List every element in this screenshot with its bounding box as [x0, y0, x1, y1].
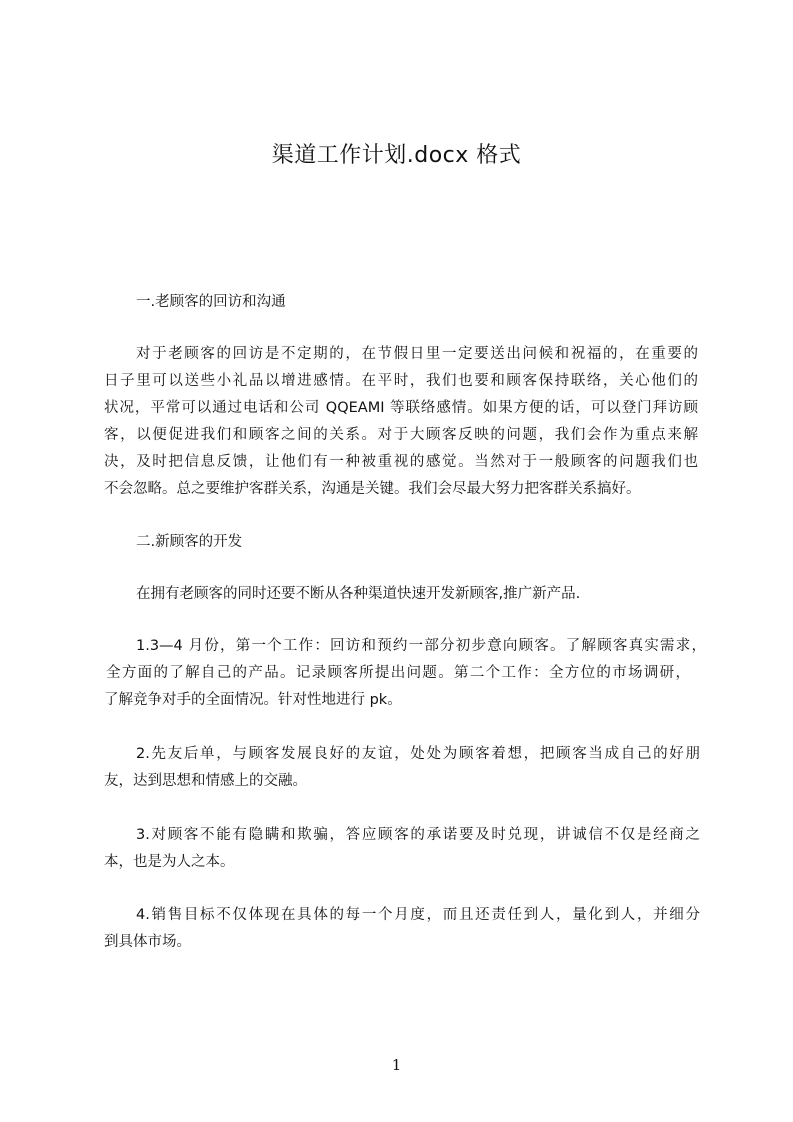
paragraph-line: 对于老顾客的回访是不定期的，在节假日里一定要送出问候和祝福的，在重要的	[136, 346, 698, 362]
list-item-line: 4.销售目标不仅体现在具体的每一个月度，而且还责任到人，量化到人，并细分	[136, 907, 700, 923]
list-item-line: 到具体市场。	[104, 934, 191, 950]
list-item-line: 3.对顾客不能有隐瞒和欺骗，答应顾客的承诺要及时兑现，讲诚信不仅是经商之	[136, 827, 700, 843]
section-heading-old-customers: 一.老顾客的回访和沟通	[136, 294, 286, 310]
list-item-line: 2.先友后单，与顾客发展良好的友谊，处处为顾客着想，把顾客当成自己的好朋	[136, 746, 700, 762]
paragraph-line: 客，以便促进我们和顾客之间的关系。对于大顾客反映的问题，我们会作为重点来解	[104, 427, 698, 443]
paragraph-line: 日子里可以送些小礼品以增进感情。在平时，我们也要和顾客保持联络，关心他们的	[104, 373, 698, 389]
list-item-line: 1.3—4 月份，第一个工作：回访和预约一部分初步意向顾客。了解顾客真实需求，	[136, 638, 706, 654]
paragraph-line: 状况，平常可以通过电话和公司 QQEAMI 等联络感情。如果方便的话，可以登门拜访顾	[104, 400, 698, 416]
paragraph-line: 在拥有老顾客的同时还要不断从各种渠道快速开发新顾客,推广新产品.	[136, 586, 581, 602]
section-heading-new-customers: 二.新顾客的开发	[136, 534, 243, 550]
paragraph-line: 决，及时把信息反馈，让他们有一种被重视的感觉。当然对于一般顾客的问题我们也	[104, 454, 698, 470]
list-item-line: 本，也是为人之本。	[104, 854, 235, 870]
list-item-line: 友，达到思想和情感上的交融。	[104, 773, 307, 789]
page-number: 1	[391, 1056, 402, 1074]
list-item-line: 全方面的了解自己的产品。记录顾客所提出问题。第二个工作：全方位的市场调研，	[106, 665, 690, 681]
paragraph-line: 不会忽略。总之要维护客群关系，沟通是关键。我们会尽最大努力把客群关系搞好。	[104, 481, 641, 497]
list-item-line: 了解竞争对手的全面情况。针对性地进行 pk。	[104, 692, 402, 708]
document-title: 渠道工作计划.docx 格式	[271, 143, 522, 168]
